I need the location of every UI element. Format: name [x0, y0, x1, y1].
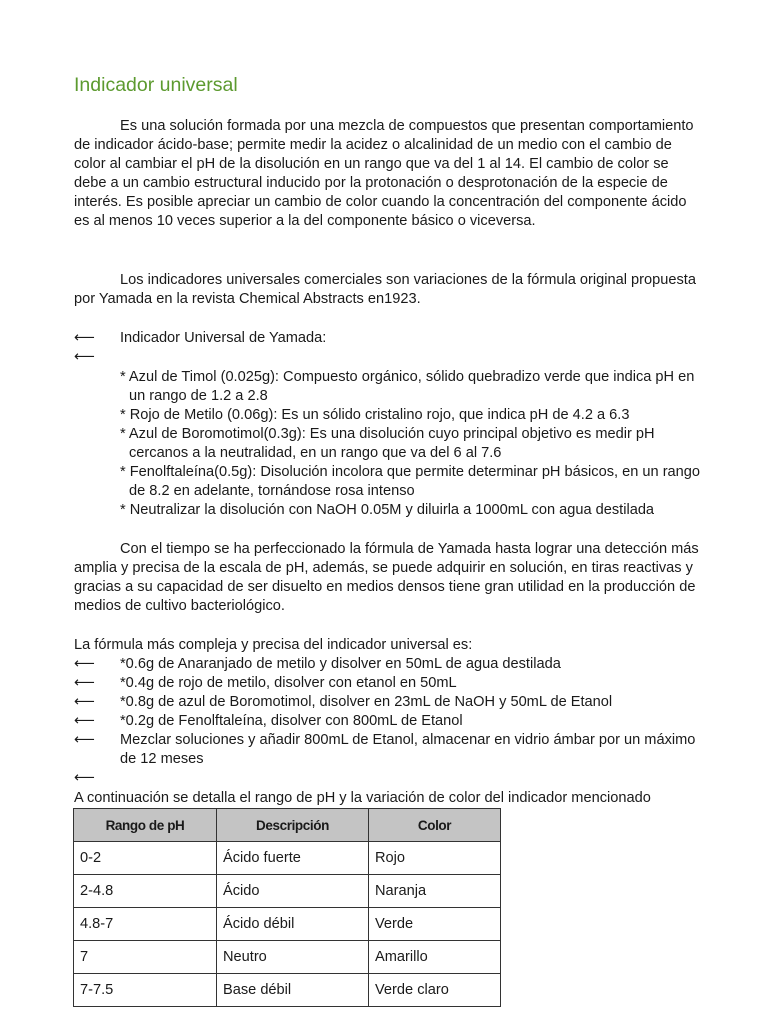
yamada-item: * Neutralizar la disolución con NaOH 0.05M y diluirla a 1000mL con agua destilada: [120, 502, 655, 518]
table-header-row: [74, 809, 501, 842]
formula-intro: La fórmula más compleja y precisa del indicador universal es:: [74, 637, 473, 653]
intro-paragraph: Es una solución formada por una mezcla de compuestos que presentan comportamiento de indicador ácido-base; permite medir la acidez o alcalinidad de un medio con el cambio de color al cambiar el pH de la disolución en un rango que va del 1 al 14. El cambio de color se debe a un cambio estructural inducido por la protonación o desprotonación de la especie de interés. Es posible apreciar un cambio de color cuando la concentración del componente ácido es al menos 10 veces superior a la del componente básico o viceversa.: [74, 118, 694, 230]
yamada-item: * Rojo de Metilo (0.06g): Es un sólido cristalino rojo, que indica pH de 4.2 a 6.3: [120, 407, 630, 423]
yamada-item: * Fenolftaleína(0.5g): Disolución incolora que permite determinar pH básicos, en un rango de 8.2 en adelante, tornándose rosa intenso: [120, 464, 701, 500]
perfected-paragraph: Con el tiempo se ha perfeccionado la fórmula de Yamada hasta lograr una detección más amplia y precisa de la escala de pH, además, se puede adquirir en solución, en tiras reactivas y gracias a su capacidad de ser disuelto en medios densos tiene gran utilidad en la producción de medios de cultivo bacteriológico.: [74, 541, 699, 615]
arrow-icon: ⟵: [74, 770, 95, 786]
page-title: Indicador universal: [74, 74, 238, 96]
table-cell: 4.8-7: [74, 908, 217, 941]
arrow-icon: ⟵: [74, 656, 95, 672]
arrow-icon: ⟵: [74, 694, 95, 710]
table-row: [74, 974, 501, 1007]
yamada-item: * Azul de Boromotimol(0.3g): Es una disolución cuyo principal objetivo es medir pH cercanos a la neutralidad, en un rango que va del 6 al 7.6: [120, 426, 655, 462]
table-cell: Amarillo: [369, 941, 501, 974]
table-caption: A continuación se detalla el rango de pH y la variación de color del indicador mencionado: [74, 790, 651, 806]
table-row: [74, 875, 501, 908]
column-header: Color: [369, 809, 501, 842]
arrow-icon: ⟵: [74, 330, 95, 346]
table-row: [74, 908, 501, 941]
table-cell: Verde claro: [369, 974, 501, 1007]
table-cell: Ácido débil: [217, 908, 369, 941]
table-cell: Base débil: [217, 974, 369, 1007]
arrow-icon: ⟵: [74, 675, 95, 691]
table-cell: Rojo: [369, 842, 501, 875]
table-cell: 7-7.5: [74, 974, 217, 1007]
table-cell: 2-4.8: [74, 875, 217, 908]
arrow-icon: ⟵: [74, 732, 95, 748]
table-cell: 0-2: [74, 842, 217, 875]
yamada-item: * Azul de Timol (0.025g): Compuesto orgánico, sólido quebradizo verde que indica pH en un rango de 1.2 a 2.8: [120, 369, 695, 405]
table-cell: Ácido: [217, 875, 369, 908]
table-cell: Ácido fuerte: [217, 842, 369, 875]
table-row: [74, 941, 501, 974]
commercial-paragraph: Los indicadores universales comerciales son variaciones de la fórmula original propuesta por Yamada en la revista Chemical Abstracts en1923.: [74, 272, 696, 308]
column-header: Rango de pH: [74, 809, 217, 842]
table-row: [74, 842, 501, 875]
column-header: Descripción: [217, 809, 369, 842]
table-cell: Naranja: [369, 875, 501, 908]
arrow-icon: ⟵: [74, 349, 95, 365]
ph-color-table: [73, 808, 501, 1007]
table-cell: 7: [74, 941, 217, 974]
table-cell: Neutro: [217, 941, 369, 974]
table-cell: Verde: [369, 908, 501, 941]
yamada-heading: Indicador Universal de Yamada:: [120, 330, 327, 346]
arrow-icon: ⟵: [74, 713, 95, 729]
